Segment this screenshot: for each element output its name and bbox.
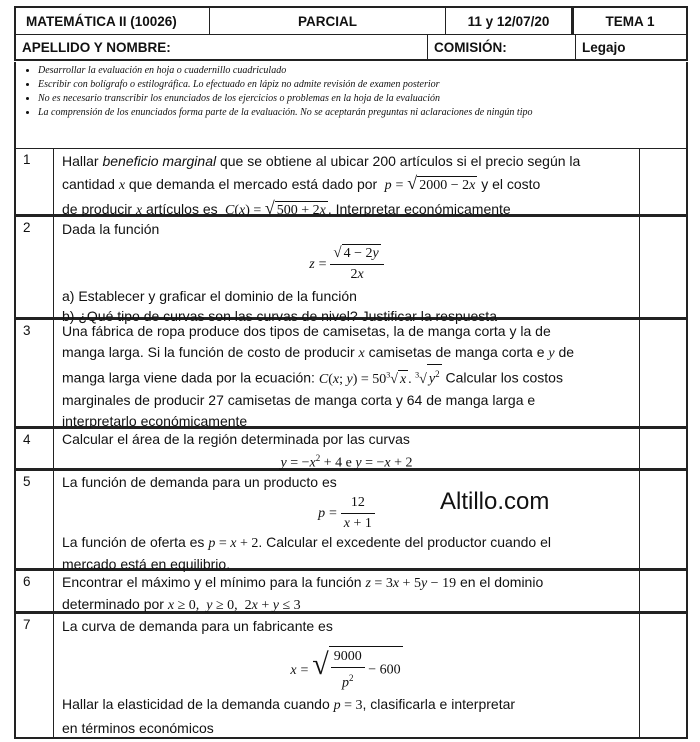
score-box (638, 571, 686, 611)
demand-formula: p = $\frac{12}{x + 1}$ (62, 492, 631, 532)
exam-type: PARCIAL (210, 8, 446, 34)
exam-dates: 11 y 12/07/20 (446, 8, 572, 34)
text: Hallar (62, 153, 103, 169)
exercise-5 (14, 470, 688, 570)
cost-formula: C(x; $y) = 50^3√$ x . $^3$√ $y^2$ (319, 372, 442, 387)
exercise-number: 3 (16, 320, 54, 426)
score-box (638, 217, 686, 317)
exercise-number: 5 (16, 471, 54, 568)
exercise-text (54, 429, 640, 471)
text: determinado por (62, 596, 168, 612)
text: y el costo (477, 176, 541, 192)
text: que demanda el mercado está dado por (125, 176, 382, 192)
exercise-text: Hallar beneficio marginal que se obtiene al ubicar 200 artículos si el precio según la cantidad x que demanda el mercado está dado por p = √ 2000 − 2x y el costo de producir x artículos es C(x) = √ 500 + 2x . Interpretar económicamente (54, 149, 640, 214)
exercise-4 (14, 428, 688, 470)
exercise-text: La función de demanda para un producto es p = $\frac{12}{x + 1}$ La función de oferta es p = x + 2. Calcular el excedente del productor cuando el mercado está en equilibrio. (54, 471, 640, 568)
text: mercado está en equilibrio. (62, 556, 231, 572)
score-box (638, 471, 686, 568)
text: beneficio marginal (102, 153, 217, 169)
text: en el dominio (456, 574, 544, 590)
score-box (638, 429, 686, 468)
exercise-6 (14, 570, 688, 613)
text: de (554, 344, 575, 360)
price-formula: p (381, 178, 392, 193)
subject: MATEMÁTICA II (10026) (16, 8, 210, 34)
exercise-7 (14, 613, 688, 739)
text: manga larga viene dada por la ecuación: (62, 369, 319, 386)
text: La función de demanda para un producto es (62, 474, 337, 490)
score-box (638, 149, 686, 214)
legajo-label: Legajo (582, 39, 626, 55)
exercise-number: 1 (16, 149, 54, 214)
exam-header (14, 6, 688, 61)
text: Calcular el área de la región determinada por las curvas (62, 431, 410, 447)
header-row-2 (16, 35, 686, 59)
exercise-3 (14, 319, 688, 428)
text: interpretarlo económicamente (62, 412, 248, 429)
name-label: APELLIDO Y NOMBRE: (16, 35, 428, 59)
exercise-number: 4 (16, 429, 54, 468)
text: La función de oferta es (62, 534, 209, 550)
instruction-item: • Escribir con bolígrafo o estilográfica. Lo efectuado en lápiz no admite revisión de examen posterior (38, 78, 680, 92)
exercise-text: La curva de demanda para un fabricante es x = √ $\frac{9000}{p^2}$ − 600 Hallar la elasticidad de la demanda cuando p = 3, clasificarla e interpretar en términos económicos (54, 614, 640, 737)
function-formula: z = $\frac{√ 4 - 2y}{2x}$ (62, 240, 631, 286)
instruction-item: • No es necesario transcribir los enunciados de los ejercicios o problemas en la hoja de la evaluación (38, 92, 680, 106)
exercise-number: 2 (16, 217, 54, 317)
instruction-item: • La comprensión de los enunciados forma parte de la evaluación. No se aceptarán preguntas ni aclaraciones de ningún tipo (38, 106, 680, 120)
math: x (118, 178, 126, 193)
curves-formula: $y = -x^2 + 4$ e y = −x + 2 (280, 453, 413, 471)
instructions (14, 62, 688, 148)
text: La curva de demanda para un fabricante es (62, 618, 333, 634)
exercise-text: Encontrar el máximo y el mínimo para la función z = 3x + 5y − 19 en el dominio determinado por x ≥ 0, y ≥ 0, 2x + y ≤ 3 (54, 571, 640, 611)
text: Hallar la elasticidad de la demanda cuando (62, 696, 334, 712)
text: . Calcular el excedente del productor cuando el (258, 534, 551, 550)
text: Encontrar el máximo y el mínimo para la función (62, 574, 366, 590)
text: Una fábrica de ropa produce dos tipos de camisetas, la de manga corta y la de (62, 323, 551, 339)
score-box (638, 320, 686, 426)
text: Dada la función (62, 221, 160, 237)
text: artículos es (142, 201, 222, 217)
comision-label: COMISIÓN: (428, 35, 576, 59)
text: b) ¿Qué tipo de curvas son las curvas de nivel? Justificar la respuesta (62, 308, 497, 324)
text: . Interpretar económicamente (327, 201, 511, 217)
text: manga larga. Si la función de costo de producir (62, 344, 359, 360)
text: Calcular los costos (441, 369, 563, 386)
exercise-number: 7 (16, 614, 54, 737)
exercise-text: Una fábrica de ropa produce dos tipos de camisetas, la de manga corta y la de manga larga. Si la función de costo de producir x camisetas de manga corta e y de manga larga viene dada por la ecuación: C(x; $y) = 50^3√$ x . $^3$√ $y^2$ Calcular los costos marginales de producir 27 camisetas de manga corta y 64 de manga larga e interpretarlo económicamente (54, 320, 640, 426)
text: que se obtiene al ubicar 200 artículos si el precio según la (216, 153, 581, 169)
exercise-2 (14, 216, 688, 324)
text: marginales de producir 27 camisetas de manga corta y 64 de manga larga e (62, 391, 536, 408)
text: de producir (62, 201, 136, 217)
cost-formula: C(x) = (225, 203, 265, 218)
text: camisetas de manga corta e (364, 344, 549, 360)
exercise-number: 6 (16, 571, 54, 611)
exercise-1 (14, 148, 688, 216)
text: , clasificarla e interpretar (362, 696, 516, 712)
instruction-item: • Desarrollar la evaluación en hoja o cuadernillo cuadriculado (38, 64, 680, 78)
demand-curve-formula: x = √ $\frac{9000}{p^2}$ − 600 (62, 637, 631, 693)
text: cantidad (62, 176, 119, 192)
text: en términos económicos (62, 720, 214, 736)
header-row-1 (16, 8, 686, 35)
watermark: Altillo.com (440, 488, 550, 515)
math: x (135, 203, 143, 218)
text: a) Establecer y graficar el dominio de la función (62, 288, 357, 304)
exercise-text (54, 217, 640, 324)
score-box (638, 614, 686, 737)
tema: TEMA 1 (572, 8, 686, 34)
